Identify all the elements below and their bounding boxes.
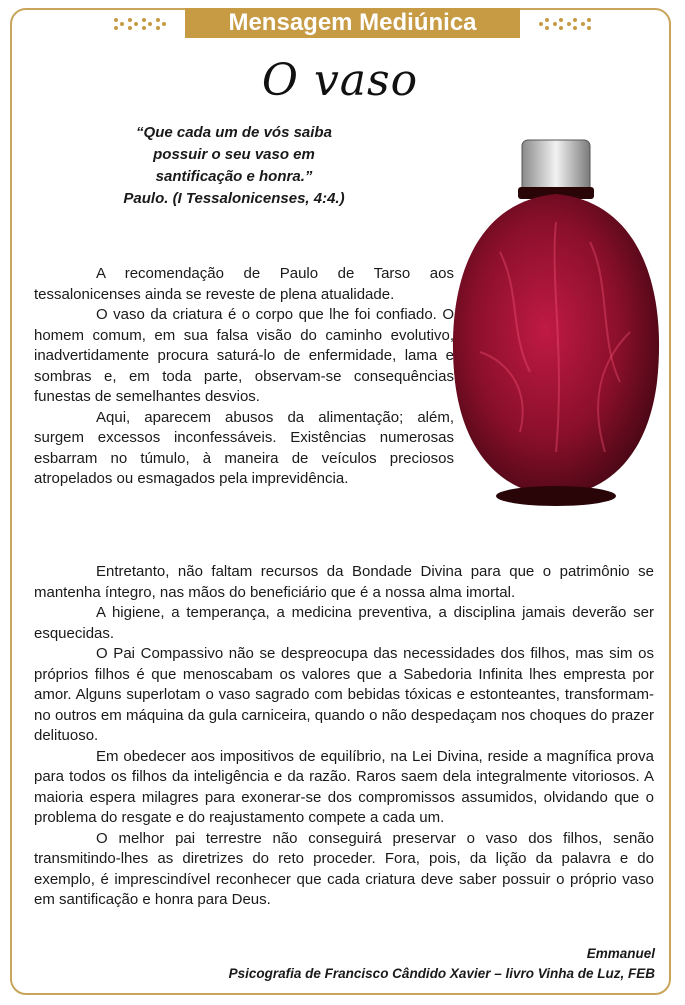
vase-image: [440, 132, 672, 512]
article-title: O vaso: [261, 55, 419, 106]
paragraph: Aqui, aparecem abusos da alimentação; além, surgem excessos inconfessáveis. Existências numerosas esbarram no túmulo, à maneira de veículos preciosos atropelados ou esmagados pela imprevidência.: [34, 408, 454, 487]
ornament-right-icon: [537, 14, 597, 34]
author: Emmanuel: [586, 946, 655, 961]
epigraph-line: santificação e honra.”: [155, 168, 313, 185]
signature: [229, 944, 655, 984]
epigraph-source: Paulo. (I Tessalonicenses, 4:4.): [123, 190, 345, 207]
paragraph: Em obedecer aos impositivos de equilíbrio, na Lei Divina, reside a magnífica prova para todos os filhos da inteligência e da razão. Raros saem dela integralmente vitoriosos. A maioria espera milagres para exonerar-se dos compromissos assumidos, olvidando que o problema do resgate e do reajustamento compete a cada um.: [34, 747, 654, 826]
epigraph-line: possuir o seu vaso em: [153, 146, 315, 163]
header-title: Mensagem Mediúnica: [228, 9, 477, 36]
body-text: [34, 562, 654, 911]
ornament-left-icon: [108, 14, 168, 34]
paragraph: O melhor pai terrestre não conseguirá preservar o vaso dos filhos, senão transmitindo-lhes as diretrizes do reto proceder. Fora, pois, da lição da palavra e do exemplo, é imprescindível reconhecer que cada criatura deve saber possuir o próprio vaso em santificação e honra para Deus.: [34, 829, 654, 908]
paragraph: A recomendação de Paulo de Tarso aos tessalonicenses ainda se reveste de plena atualidade.: [34, 265, 454, 303]
epigraph-line: “Que cada um de vós saiba: [136, 124, 332, 141]
epigraph: [100, 122, 368, 210]
header-bar: [10, 8, 671, 38]
paragraph: O vaso da criatura é o corpo que lhe foi confiado. O homem comum, em sua falsa visão do caminho evolutivo, inadvertidamente procura saturá-lo de enfermidade, lama e sombras e, em toda parte, observam-se consequências funestas de semelhantes desvios.: [34, 306, 454, 405]
paragraph: O Pai Compassivo não se despreocupa das necessidades dos filhos, mas sim os próprios filhos é que menoscabam os valores que a Sabedoria Infinita lhes empresta por amor. Alguns superlotam o vaso sagrado com bebidas tóxicas e estonteantes, transformam-no outros em máquina da gula carniceira, quando o não despedaçam nos choques do prazer delituoso.: [34, 645, 654, 744]
body-text-top: [34, 264, 454, 490]
paragraph: Entretanto, não faltam recursos da Bondade Divina para que o patrimônio se mantenha íntegro, nas mãos do beneficiário que é a nossa alma imortal.: [34, 563, 654, 601]
credit: Psicografia de Francisco Cândido Xavier – livro Vinha de Luz, FEB: [228, 966, 655, 981]
paragraph: A higiene, a temperança, a medicina preventiva, a disciplina jamais deverão ser esquecidas.: [34, 604, 654, 642]
